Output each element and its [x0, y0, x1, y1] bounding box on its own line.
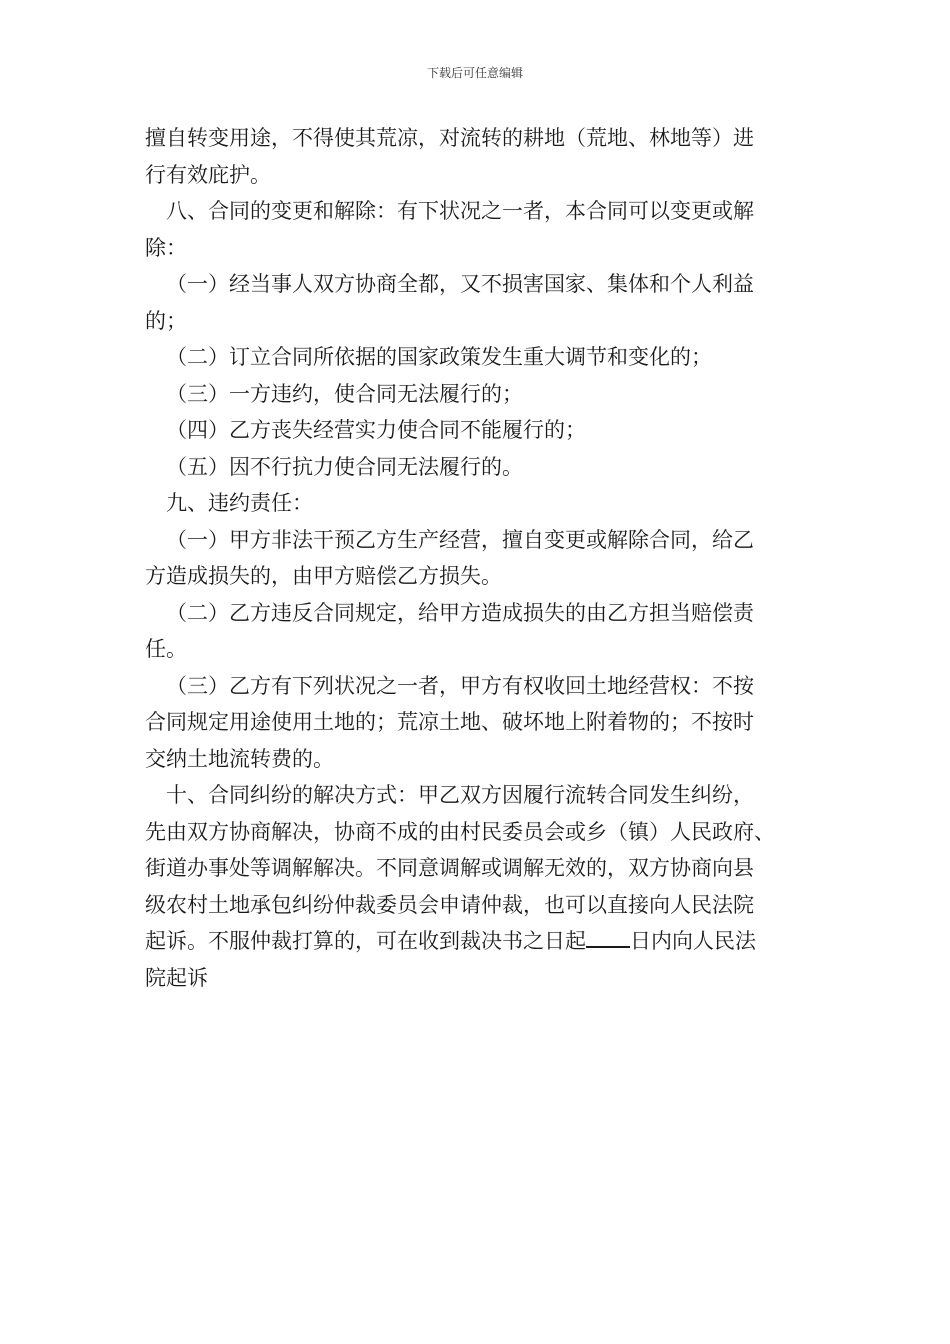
text-line: （三）乙方有下列状况之一者，甲方有权收回土地经营权：不按 [166, 673, 754, 698]
text-line: （二）乙方违反合同规定，给甲方造成损失的由乙方担当赔偿责 [166, 600, 754, 625]
text-line: （一）经当事人双方协商全都，又不损害国家、集体和个人利益 [166, 272, 754, 296]
paragraph-lines [145, 120, 815, 923]
text-line-with-blank [145, 923, 815, 960]
text-line: 八、合同的变更和解除：有下状况之一者，本合同可以变更或解 [166, 199, 754, 223]
blank-line-before: 起诉。不服仲裁打算的，可在收到裁决书之日起 [145, 929, 586, 953]
text-line: 擅自转变用途，不得使其荒凉，对流转的耕地（荒地、林地等）进 [145, 126, 754, 150]
document-body [145, 120, 815, 996]
text-line: 交纳土地流转费的。 [145, 746, 334, 771]
text-line: 任。 [145, 637, 187, 661]
text-line: 街道办事处等调解解决。不同意调解或调解无效的，双方协商向县 [145, 856, 754, 880]
text-line: （二）订立合同所依据的国家政策发生重大调节和变化的； [166, 345, 712, 369]
text-line: （五）因不行抗力使合同无法履行的。 [166, 454, 523, 479]
text-line: （四）乙方丧失经营实力使合同不能履行的； [166, 418, 586, 442]
fill-in-blank[interactable] [586, 926, 630, 948]
text-line: 除： [145, 235, 187, 260]
text-line: 先由双方协商解决，协商不成的由村民委员会或乡（镇）人民政府、 [145, 819, 775, 844]
text-line-last: 院起诉 [145, 965, 208, 990]
text-line: 级农村土地承包纠纷仲裁委员会申请仲裁，也可以直接向人民法院 [145, 892, 754, 917]
text-line: 的； [145, 308, 187, 333]
blank-line-after: 日内向人民法 [630, 929, 756, 953]
text-line: 行有效庇护。 [145, 162, 271, 187]
page-header: 下载后可任意编辑 [426, 66, 523, 80]
text-line: （三）一方违约，使合同无法履行的； [166, 381, 523, 406]
text-line: 合同规定用途使用土地的；荒凉土地、破坏地上附着物的；不按时 [145, 710, 754, 734]
text-line: （一）甲方非法干预乙方生产经营，擅自变更或解除合同，给乙 [166, 527, 754, 552]
text-line: 九、违约责任： [166, 491, 313, 515]
text-line: 方造成损失的，由甲方赔偿乙方损失。 [145, 564, 502, 588]
text-line: 十、合同纠纷的解决方式：甲乙双方因履行流转合同发生纠纷， [166, 783, 754, 807]
